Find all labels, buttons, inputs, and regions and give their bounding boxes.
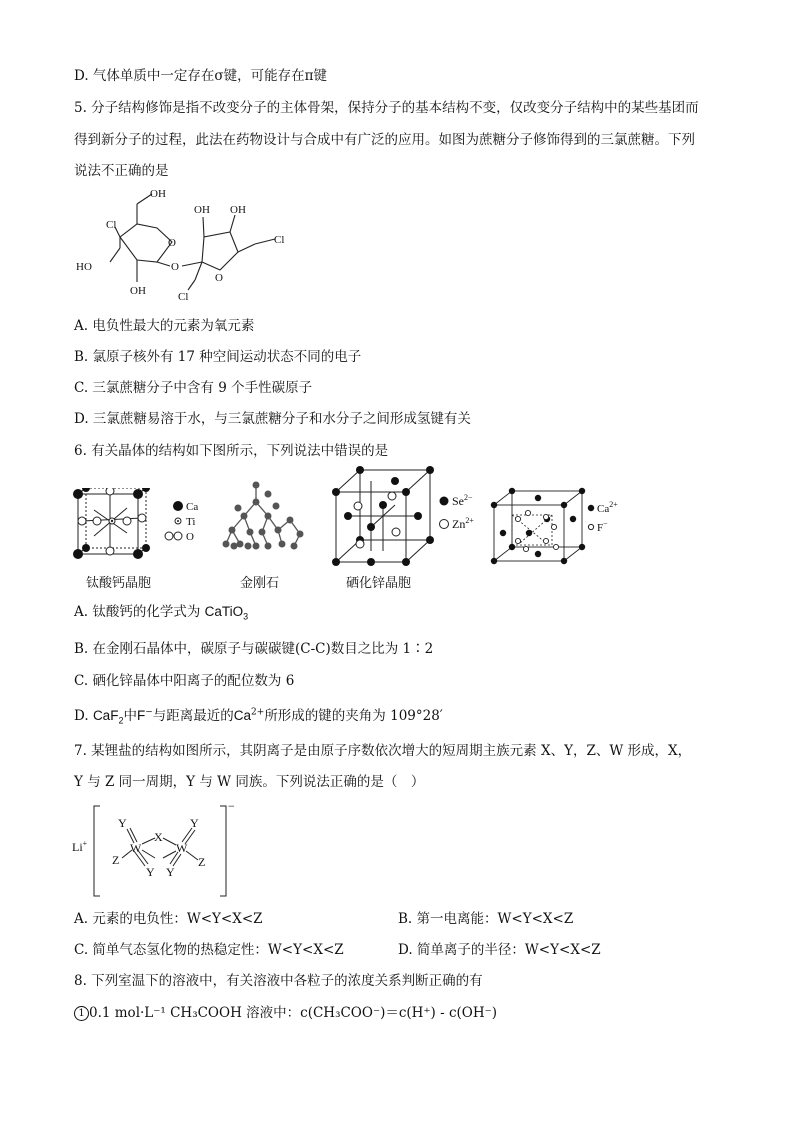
legend-ca: Ca bbox=[186, 501, 199, 513]
q8-item-1: 1 0.1 mol·L⁻¹ CH₃COOH 溶液中：c(CH₃COO⁻)＝c(H⁺) - c(OH⁻) bbox=[74, 1004, 497, 1022]
caption-diamond: 金刚石 bbox=[240, 576, 280, 591]
legend-o: O bbox=[186, 531, 194, 543]
anion-charge: − bbox=[228, 799, 235, 813]
label-oh-top: OH bbox=[150, 188, 166, 200]
calcium-fluoride-cell-figure bbox=[490, 487, 628, 567]
legend-f-ion: F− bbox=[597, 519, 608, 534]
q7-stem-line2: Y 与 Z 同一周期，Y 与 W 同族。下列说法正确的是（ ） bbox=[74, 774, 425, 790]
zinc-selenide-cell-figure bbox=[330, 466, 490, 566]
q7-option-c: C. 简单气态氢化物的热稳定性：W<Y<X<Z bbox=[74, 942, 344, 958]
q7-option-d: D. 简单离子的半径：W<Y<X<Z bbox=[398, 942, 601, 958]
caption-calcium-titanate: 钛酸钙晶胞 bbox=[86, 576, 152, 591]
q5-stem-line3: 说法不正确的是 bbox=[74, 163, 169, 179]
q5-stem-line1: 5. 分子结构修饰是指不改变分子的主体骨架，保持分子的基本结构不变，仅改变分子结构中的某些基团而 bbox=[74, 100, 699, 116]
label-o-link: O bbox=[171, 261, 179, 273]
label-cl-right: Cl bbox=[274, 234, 285, 246]
caption-zinc-selenide: 硒化锌晶胞 bbox=[346, 576, 412, 591]
label-oh-bottom: OH bbox=[130, 285, 146, 297]
label-o-ring2: O bbox=[215, 272, 223, 284]
circled-number-1: 1 bbox=[74, 1006, 89, 1021]
legend-se: $Se^{2-}$ bbox=[452, 493, 473, 508]
label-ho-left: HO bbox=[76, 261, 92, 273]
q6-option-b: B. 在金刚石晶体中，碳原子与碳碳键(C-C)数目之比为 1∶2 bbox=[74, 641, 434, 657]
q7-option-b: B. 第一电离能：W<Y<X<Z bbox=[398, 911, 574, 927]
q6-option-a: A. 钛酸钙的化学式为 CaTiO$_3$ bbox=[74, 604, 249, 622]
q5-option-c: C. 三氯蔗糖分子中含有 9 个手性碳原子 bbox=[74, 380, 313, 396]
label-oh-t2: OH bbox=[230, 204, 246, 216]
atom-x: X bbox=[154, 830, 163, 844]
legend-ca-ion: $Ca^{2+}$ bbox=[597, 500, 618, 515]
atom-y2: Y bbox=[146, 865, 155, 879]
lithium-salt-structure-figure bbox=[70, 798, 245, 902]
q6-option-c: C. 硒化锌晶体中阳离子的配位数为 6 bbox=[74, 673, 295, 689]
atom-z2: Z bbox=[198, 855, 206, 869]
q4-option-d: D. 气体单质中一定存在σ键，可能存在π键 bbox=[74, 68, 328, 84]
atom-y1: Y bbox=[118, 816, 127, 830]
atom-y3: Y bbox=[190, 816, 199, 830]
atom-y4: Y bbox=[166, 865, 175, 879]
atom-w1: W bbox=[130, 841, 142, 855]
label-cl-bottom: Cl bbox=[178, 291, 189, 303]
label-cl-left: Cl bbox=[106, 219, 117, 231]
legend-ti: Ti bbox=[186, 516, 196, 528]
label-o-ring1: O bbox=[168, 237, 176, 249]
q5-option-a: A. 电负性最大的元素为氧元素 bbox=[74, 318, 255, 334]
q5-option-d: D. 三氯蔗糖易溶于水，与三氯蔗糖分子和水分子之间形成氢键有关 bbox=[74, 411, 471, 427]
q7-stem-line1: 7. 某锂盐的结构如图所示，其阴离子是由原子序数依次增大的短周期主族元素 X、Y，Z、W 形成，X， bbox=[74, 743, 692, 759]
diamond-structure-figure bbox=[216, 480, 312, 558]
calcium-titanate-cell-figure bbox=[72, 488, 208, 563]
label-oh-t1: OH bbox=[194, 204, 210, 216]
atom-w2: W bbox=[176, 841, 188, 855]
lithium-ion: Li+ bbox=[72, 839, 88, 854]
q8-stem: 8. 下列室温下的溶液中，有关溶液中各粒子的浓度关系判断正确的有 bbox=[74, 973, 483, 989]
sucralose-structure-figure bbox=[70, 182, 310, 307]
atom-z1: Z bbox=[112, 853, 120, 867]
q5-option-b: B. 氯原子核外有 17 种空间运动状态不同的电子 bbox=[74, 349, 362, 365]
q6-option-d: D. CaF$_2$中F−与距离最近的$Ca^{2+}$所形成的键的夹角为 109°28′ bbox=[74, 707, 443, 726]
q7-option-a: A. 元素的电负性：W<Y<X<Z bbox=[74, 911, 263, 927]
q5-stem-line2: 得到新分子的过程，此法在药物设计与合成中有广泛的应用。如图为蔗糖分子修饰得到的三氯蔗糖。下列 bbox=[74, 132, 695, 148]
q6-stem: 6. 有关晶体的结构如下图所示，下列说法中错误的是 bbox=[74, 443, 389, 459]
legend-zn: $Zn^{2+}$ bbox=[452, 516, 474, 531]
